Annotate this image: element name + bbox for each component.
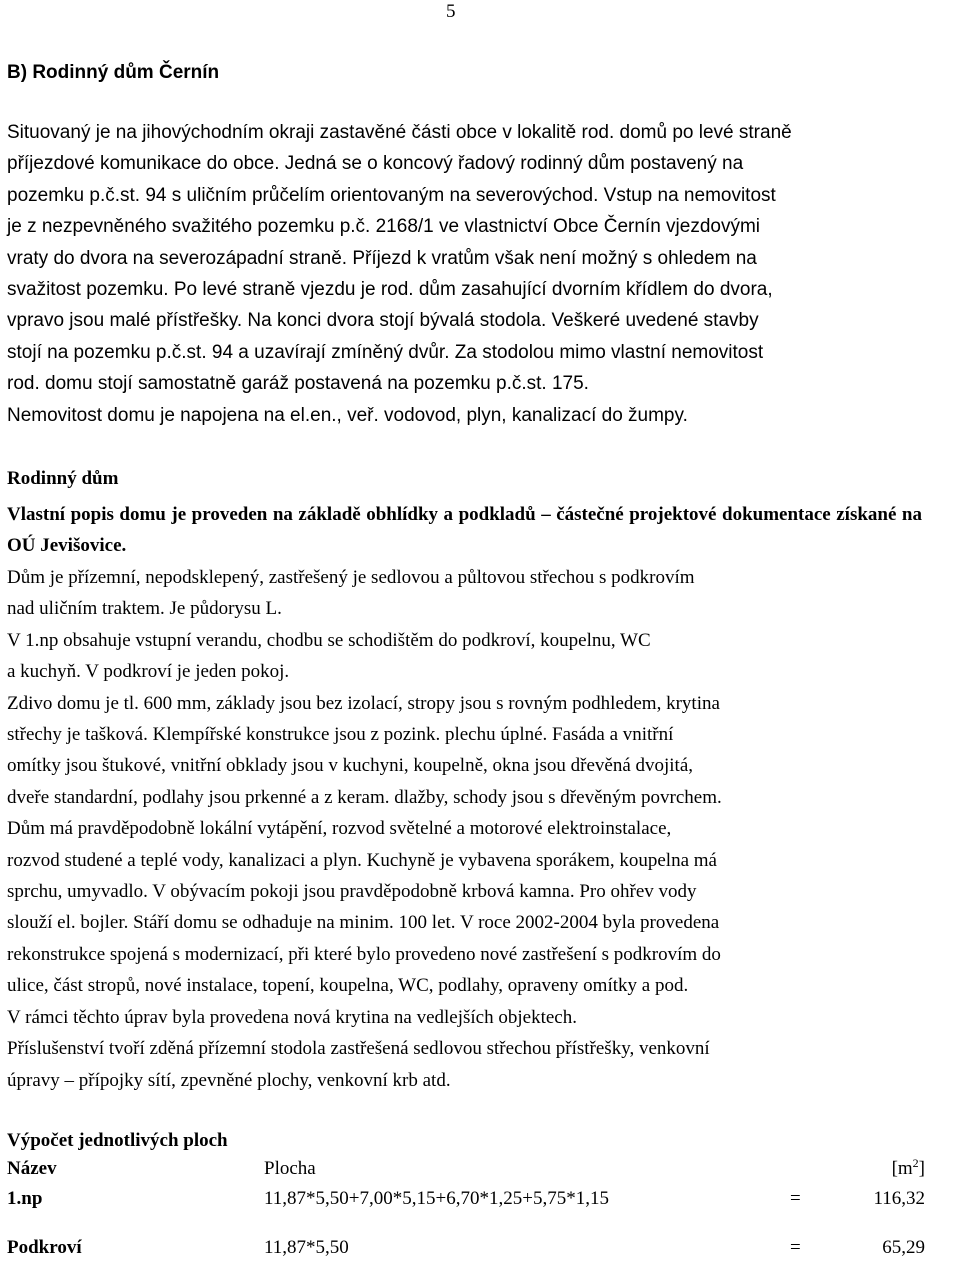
calc-row-value: 116,32	[873, 1188, 925, 1209]
house-description-line: omítky jsou štukové, vnitřní obklady jsou v kuchyni, koupelně, okna jsou dřevěná dvojitá,	[7, 755, 694, 777]
calc-row-equals: =	[790, 1237, 801, 1258]
location-paragraph-line: vraty do dvora na severozápadní straně. Příjezd k vratům však není možný s ohledem na	[7, 247, 757, 269]
location-paragraph-line: je z nezpevněného svažitého pozemku p.č. 2168/1 ve vlastnictví Obce Černín vjezdovými	[7, 216, 761, 238]
calc-header-unit	[892, 1158, 925, 1180]
location-paragraph-line: vpravo jsou malé přístřešky. Na konci dvora stojí bývalá stodola. Veškeré uvedené stavby	[7, 310, 759, 332]
house-description-line: střechy je tašková. Klempířské konstrukce jsou z pozink. plechu úplné. Fasáda a vnitřní	[7, 724, 674, 746]
calc-header-area: Plocha	[264, 1158, 316, 1179]
house-description-line: Zdivo domu je tl. 600 mm, základy jsou bez izolací, stropy jsou s rovným podhledem, krytina	[7, 692, 720, 714]
calc-row-formula: 11,87*5,50	[264, 1237, 349, 1258]
unit-prefix: [m	[891, 1158, 913, 1179]
page-number: 5	[446, 1, 456, 22]
house-description-line: slouží el. bojler. Stáří domu se odhaduje na minim. 100 let. V roce 2002-2004 byla provedena	[7, 912, 720, 934]
calc-row	[7, 1188, 927, 1216]
house-description-line: Dům má pravděpodobně lokální vytápění, rozvod světelné a motorové elektroinstalace,	[7, 818, 672, 840]
house-description	[7, 562, 922, 1096]
house-description-line: ulice, část stropů, nové instalace, topení, koupelna, WC, podlahy, opraveny omítky a pod.	[7, 975, 689, 997]
calc-row	[7, 1237, 927, 1265]
house-description-line: rozvod studené a teplé vody, kanalizaci a plyn. Kuchyně je vybavena sporákem, koupelna má	[7, 849, 717, 871]
calc-row-name: Podkroví	[7, 1237, 82, 1258]
section-title: B) Rodinný dům Černín	[7, 62, 220, 83]
house-description-line: úpravy – přípojky sítí, zpevněné plochy, venkovní krb atd.	[7, 1069, 451, 1091]
calc-row-formula: 11,87*5,50+7,00*5,15+6,70*1,25+5,75*1,15	[264, 1188, 609, 1209]
house-description-line: V 1.np obsahuje vstupní verandu, chodbu se schodištěm do podkroví, koupelnu, WC	[7, 629, 651, 651]
house-title: Rodinný dům	[7, 468, 119, 489]
location-paragraph-line: pozemku p.č.st. 94 s uličním průčelím orientovaným na severovýchod. Vstup na nemovitost	[7, 184, 776, 206]
house-intro: Vlastní popis domu je proveden na základě obhlídky a podkladů – částečné projektové dokumentace získané na OÚ Jevišovice.	[7, 504, 922, 557]
calc-row-value: 65,29	[882, 1237, 925, 1258]
calc-header-row	[7, 1158, 927, 1186]
location-paragraph-line: rod. domu stojí samostatně garáž postavená na pozemku p.č.st. 175.	[7, 373, 589, 395]
house-description-line: sprchu, umyvadlo. V obývacím pokoji jsou pravděpodobně krbová kamna. Pro ohřev vody	[7, 881, 697, 903]
calc-title: Výpočet jednotlivých ploch	[7, 1130, 228, 1151]
house-description-line: V rámci těchto úprav byla provedena nová krytina na vedlejších objektech.	[7, 1006, 577, 1028]
unit-sup: 2	[912, 1156, 919, 1170]
location-paragraph-line: Nemovitost domu je napojena na el.en., veř. vodovod, plyn, kanalizací do žumpy.	[7, 404, 688, 426]
location-paragraph-line: Situovaný je na jihovýchodním okraji zastavěné části obce v lokalitě rod. domů po levé straně	[7, 122, 792, 143]
unit-suffix: ]	[918, 1158, 925, 1179]
house-description-line: Příslušenství tvoří zděná přízemní stodola zastřešená sedlovou střechou přístřešky, venkovní	[7, 1038, 710, 1060]
house-description-line: rekonstrukce spojená s modernizací, při které bylo provedeno nové zastřešení s podkrovím do	[7, 943, 721, 965]
calc-row-equals: =	[790, 1188, 801, 1209]
location-paragraph-line: stojí na pozemku p.č.st. 94 a uzavírají zmíněný dvůr. Za stodolou mimo vlastní nemovitost	[7, 341, 764, 363]
location-paragraph-line: příjezdové komunikace do obce. Jedná se o koncový řadový rodinný dům postavený na	[7, 153, 744, 175]
location-paragraph-line: svažitost pozemku. Po levé straně vjezdu je rod. dům zasahující dvorním křídlem do dvora,	[7, 279, 773, 301]
house-description-line: Dům je přízemní, nepodsklepený, zastřešený je sedlovou a půltovou střechou s podkrovím	[7, 567, 695, 588]
calc-header-name: Název	[7, 1158, 57, 1179]
house-description-line: dveře standardní, podlahy jsou prkenné a z keram. dlažby, schody jsou s dřevěným povrchem.	[7, 786, 722, 808]
calc-row-name: 1.np	[7, 1188, 43, 1209]
location-paragraph	[7, 117, 947, 431]
house-description-line: nad uličním traktem. Je půdorysu L.	[7, 598, 282, 620]
house-description-line: a kuchyň. V podkroví je jeden pokoj.	[7, 661, 290, 683]
